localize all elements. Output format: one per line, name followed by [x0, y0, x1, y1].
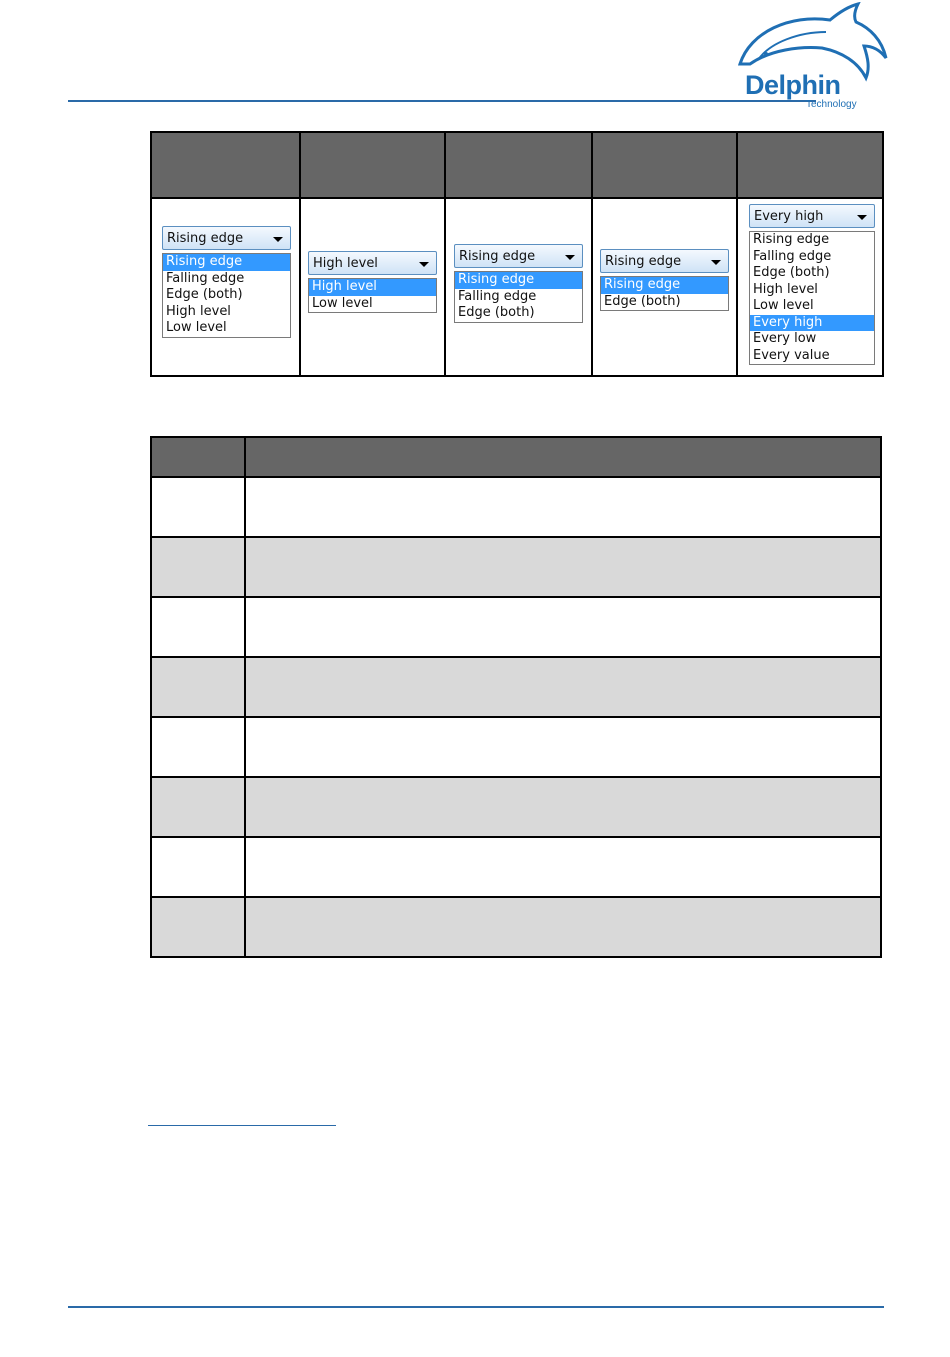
- dropdown-option[interactable]: Every high: [750, 315, 874, 332]
- desc-cell: [245, 897, 881, 957]
- desc-table-row: [151, 717, 881, 777]
- dropdown-list: [162, 253, 291, 338]
- desc-cell: [151, 717, 245, 777]
- dropdown-option[interactable]: Edge (both): [458, 305, 535, 320]
- dropdown-list: [749, 231, 875, 365]
- trigger-options-table: [150, 131, 884, 377]
- logo-subtitle: Technology: [806, 99, 857, 110]
- trigger-table-header-cell: [445, 132, 592, 198]
- desc-table-row: [151, 657, 881, 717]
- desc-cell: [151, 597, 245, 657]
- desc-table-row: [151, 837, 881, 897]
- trigger-cell: [737, 198, 883, 376]
- dropdown-option[interactable]: Every value: [753, 347, 830, 363]
- trigger-dropdown[interactable]: [749, 204, 875, 228]
- footer-rule: [68, 1306, 884, 1308]
- desc-cell: [245, 717, 881, 777]
- desc-table-row: [151, 477, 881, 537]
- trigger-table-header-cell: [592, 132, 737, 198]
- chevron-down-icon[interactable]: [857, 215, 867, 220]
- dropdown-option[interactable]: Falling edge: [458, 288, 537, 304]
- dropdown-option[interactable]: Low level: [753, 298, 814, 313]
- description-table: [150, 436, 882, 958]
- trigger-dropdown[interactable]: [600, 249, 729, 273]
- dropdown-option[interactable]: High level: [166, 303, 231, 319]
- dropdown-list: [600, 276, 729, 311]
- desc-cell: [245, 597, 881, 657]
- desc-cell: [151, 477, 245, 537]
- desc-cell: [245, 837, 881, 897]
- desc-table-row: [151, 597, 881, 657]
- dropdown-option[interactable]: Edge (both): [753, 265, 830, 280]
- desc-cell: [245, 537, 881, 597]
- trigger-table-header-row: [151, 132, 883, 198]
- dropdown-option[interactable]: Falling edge: [166, 270, 245, 286]
- trigger-cell: [445, 198, 592, 376]
- dropdown-option[interactable]: High level: [309, 279, 436, 296]
- dropdown-option[interactable]: Rising edge: [455, 272, 582, 289]
- trigger-cell: [300, 198, 445, 376]
- dropdown-value: Rising edge: [605, 254, 682, 269]
- dropdown-list: [308, 278, 437, 313]
- dropdown-option[interactable]: Low level: [166, 320, 227, 335]
- dropdown-value: Rising edge: [167, 231, 244, 246]
- desc-cell: [151, 897, 245, 957]
- trigger-table-header-cell: [300, 132, 445, 198]
- dropdown-option[interactable]: Every low: [753, 331, 817, 346]
- desc-table-header-cell: [151, 437, 245, 477]
- dropdown-value: Every high: [754, 209, 824, 224]
- dropdown-option[interactable]: Rising edge: [163, 254, 290, 271]
- trigger-cell: [151, 198, 300, 376]
- desc-table-header-cell: [245, 437, 881, 477]
- dropdown-option[interactable]: Rising edge: [753, 232, 830, 247]
- trigger-dropdown[interactable]: [454, 244, 583, 268]
- chevron-down-icon[interactable]: [419, 262, 429, 267]
- dropdown-option[interactable]: Falling edge: [753, 248, 832, 264]
- trigger-table-header-cell: [151, 132, 300, 198]
- desc-table-header-row: [151, 437, 881, 477]
- chevron-down-icon[interactable]: [273, 237, 283, 242]
- trigger-dropdown[interactable]: [162, 226, 291, 250]
- dropdown-option[interactable]: High level: [753, 281, 818, 297]
- trigger-cell: [592, 198, 737, 376]
- logo-wordmark: Delphin: [745, 70, 841, 100]
- desc-table-row: [151, 537, 881, 597]
- trigger-dropdown[interactable]: [308, 251, 437, 275]
- dropdown-value: High level: [313, 256, 378, 271]
- desc-cell: [151, 777, 245, 837]
- hyperlink-underline[interactable]: [148, 1125, 336, 1126]
- dropdown-option[interactable]: Edge (both): [604, 293, 681, 309]
- desc-cell: [245, 477, 881, 537]
- header-rule: [68, 100, 816, 102]
- desc-cell: [245, 777, 881, 837]
- desc-cell: [151, 657, 245, 717]
- desc-cell: [245, 657, 881, 717]
- dropdown-option[interactable]: Edge (both): [166, 287, 243, 302]
- desc-cell: [151, 837, 245, 897]
- desc-cell: [151, 537, 245, 597]
- dropdown-value: Rising edge: [459, 249, 536, 264]
- dropdown-option[interactable]: Rising edge: [601, 277, 728, 294]
- chevron-down-icon[interactable]: [711, 260, 721, 265]
- dropdown-list: [454, 271, 583, 323]
- chevron-down-icon[interactable]: [565, 255, 575, 260]
- dropdown-option[interactable]: Low level: [312, 295, 373, 311]
- trigger-table-header-cell: [737, 132, 883, 198]
- trigger-table-body-row: [151, 198, 883, 376]
- desc-table-row: [151, 777, 881, 837]
- desc-table-row: [151, 897, 881, 957]
